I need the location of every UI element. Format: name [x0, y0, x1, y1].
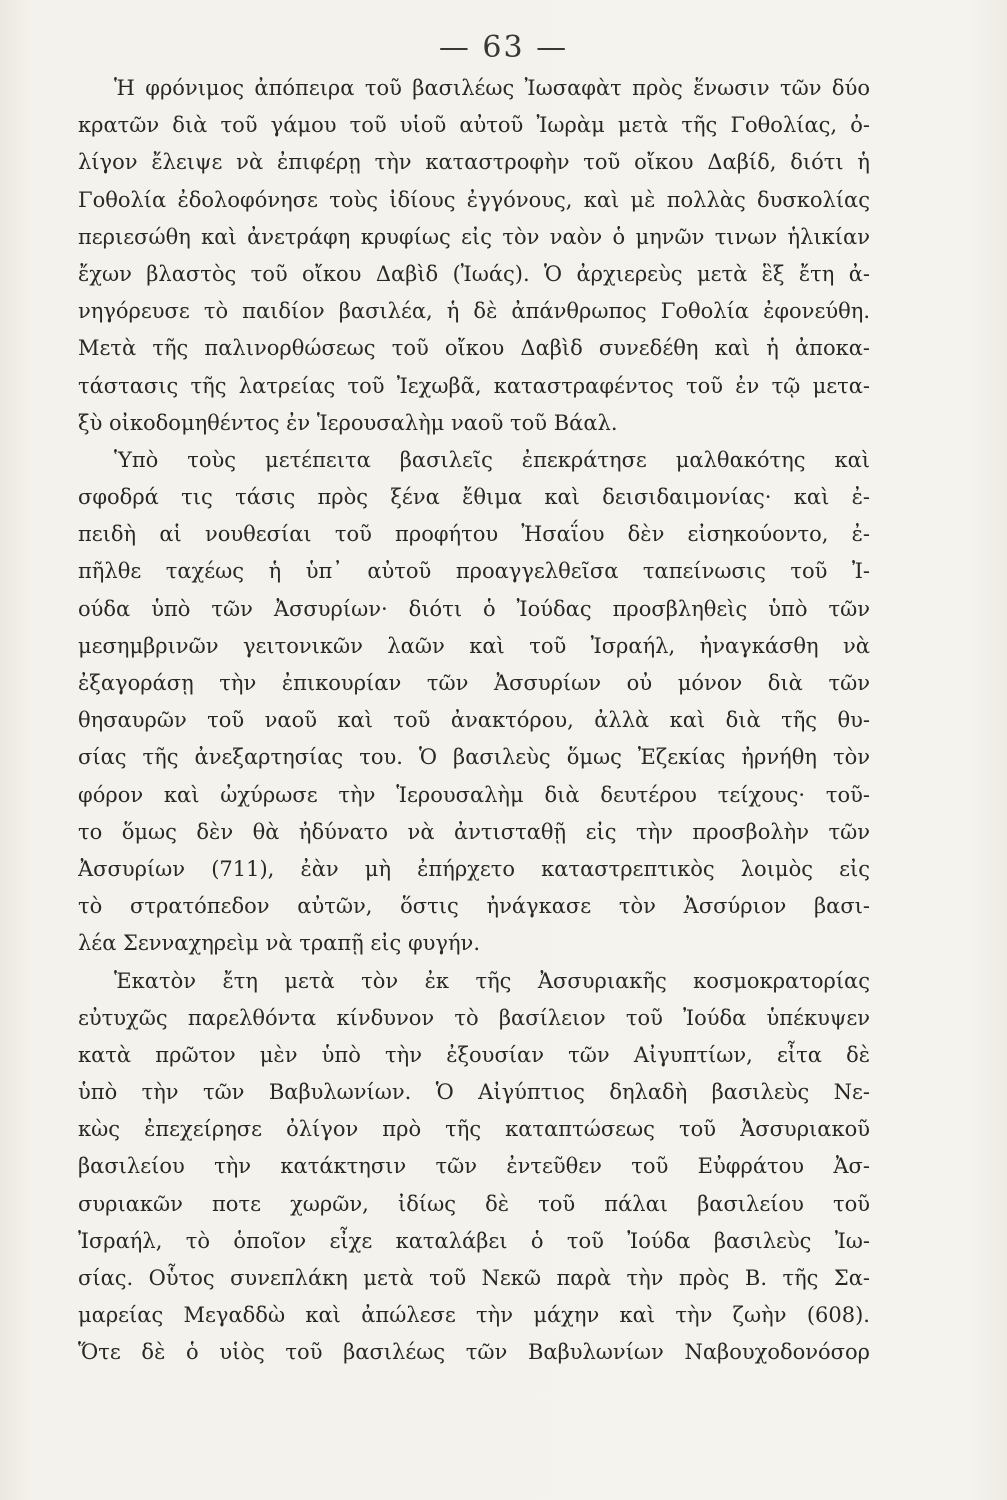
text-line: θησαυρῶν τοῦ ναοῦ καὶ τοῦ ἀνακτόρου, ἀλλὰ καὶ διὰ τῆς θυ-: [78, 708, 870, 733]
text-line: Ἡ φρόνιμος ἀπόπειρα τοῦ βασιλέως Ἰωσαφὰτ πρὸς ἕνωσιν τῶν δύο: [114, 76, 870, 100]
text-line: Ὑπὸ τοὺς μετέπειτα βασιλεῖς ἐπεκράτησε μαλθακότης καὶ: [114, 447, 870, 472]
paragraph: [78, 442, 870, 963]
text-line: τὸ στρατόπεδον αὐτῶν, ὅστις ἠνάγκασε τὸν Ἀσσύριον βασι-: [78, 894, 870, 919]
text-line: Ὅτε δὲ ὁ υἱὸς τοῦ βασιλέως τῶν Βαβυλωνίων Ναβουχοδονόσορ: [78, 1340, 870, 1365]
text-line: Ἰσραήλ, τὸ ὁποῖον εἶχε καταλάβει ὁ τοῦ Ἰούδα βασιλεὺς Ἰω-: [78, 1228, 870, 1253]
text-line: μεσημβρινῶν γειτονικῶν λαῶν καὶ τοῦ Ἰσραήλ, ἠναγκάσθη νὰ: [78, 633, 870, 658]
text-line: μαρείας Μεγαδδὼ καὶ ἀπώλεσε τὴν μάχην καὶ τὴν ζωὴν (608).: [78, 1303, 870, 1328]
text-line: κατὰ πρῶτον μὲν ὑπὸ τὴν ἐξουσίαν τῶν Αἰγυπτίων, εἶτα δὲ: [78, 1042, 870, 1067]
text-line: φόρον καὶ ὠχύρωσε τὴν Ἱερουσαλὴμ διὰ δευτέρου τείχους· τοῦ-: [78, 782, 870, 807]
text-line: πειδὴ αἱ νουθεσίαι τοῦ προφήτου Ἠσαΐου δὲν εἰσηκούοντο, ἐ-: [78, 522, 870, 547]
text-line: νηγόρευσε τὸ παιδίον βασιλέα, ἡ δὲ ἀπάνθρωπος Γοθολία ἐφονεύθη.: [78, 299, 870, 324]
text-line: το ὅμως δὲν θὰ ἠδύνατο νὰ ἀντισταθῇ εἰς τὴν προσβολὴν τῶν: [78, 819, 870, 844]
text-line: κὼς ἐπεχείρησε ὀλίγον πρὸ τῆς καταπτώσεως τοῦ Ἀσσυριακοῦ: [78, 1117, 870, 1142]
text-line: εὐτυχῶς παρελθόντα κίνδυνον τὸ βασίλειον τοῦ Ἰούδα ὑπέκυψεν: [78, 1005, 870, 1030]
paragraph: [78, 70, 870, 442]
body-text: [78, 70, 870, 1372]
text-line: κρατῶν διὰ τοῦ γάμου τοῦ υἱοῦ αὐτοῦ Ἰωρὰμ μετὰ τῆς Γοθολίας, ὀ-: [78, 113, 870, 138]
text-line: σφοδρά τις τάσις πρὸς ξένα ἔθιμα καὶ δεισιδαιμονίας· καὶ ἐ-: [78, 485, 870, 510]
text-line: ὑπὸ τὴν τῶν Βαβυλωνίων. Ὁ Αἰγύπτιος δηλαδὴ βασιλεὺς Νε-: [78, 1080, 870, 1105]
text-line: ἐξαγοράσῃ τὴν ἐπικουρίαν τῶν Ἀσσυρίων οὐ μόνον διὰ τῶν: [78, 671, 870, 695]
text-line: Ἀσσυρίων (711), ἐὰν μὴ ἐπήρχετο καταστρεπτικὸς λοιμὸς εἰς: [78, 856, 870, 881]
text-line: σίας τῆς ἀνεξαρτησίας του. Ὁ βασιλεὺς ὅμως Ἐζεκίας ἠρνήθη τὸν: [78, 745, 870, 770]
text-line: ἔχων βλαστὸς τοῦ οἴκου Δαβὶδ (Ἰωάς). Ὁ ἀρχιερεὺς μετὰ ἓξ ἔτη ἀ-: [78, 261, 870, 286]
text-line: Μετὰ τῆς παλινορθώσεως τοῦ οἴκου Δαβὶδ συνεδέθη καὶ ἡ ἀποκα-: [78, 336, 870, 361]
text-line: Ἑκατὸν ἔτη μετὰ τὸν ἐκ τῆς Ἀσσυριακῆς κοσμοκρατορίας: [114, 968, 870, 993]
page-number: — 63 —: [438, 30, 569, 65]
text-line: λέα Σενναχηρεὶμ νὰ τραπῇ εἰς φυγήν.: [78, 931, 480, 956]
text-line: πῆλθε ταχέως ἡ ὑπ᾽ αὐτοῦ προαγγελθεῖσα ταπείνωσις τοῦ Ἰ-: [78, 559, 870, 584]
text-line: Γοθολία ἐδολοφόνησε τοὺς ἰδίους ἐγγόνους, καὶ μὲ πολλὰς δυσκολίας: [78, 187, 870, 212]
text-line: βασιλείου τὴν κατάκτησιν τῶν ἐντεῦθεν τοῦ Εὐφράτου Ἀσ-: [78, 1154, 870, 1179]
paragraph: [78, 963, 870, 1372]
text-line: ξὺ οἰκοδομηθέντος ἐν Ἱερουσαλὴμ ναοῦ τοῦ Βάαλ.: [78, 410, 618, 435]
text-line: συριακῶν ποτε χωρῶν, ἰδίως δὲ τοῦ πάλαι βασιλείου τοῦ: [78, 1191, 870, 1216]
text-line: ούδα ὑπὸ τῶν Ἀσσυρίων· διότι ὁ Ἰούδας προσβληθεὶς ὑπὸ τῶν: [78, 596, 870, 621]
text-line: λίγον ἔλειψε νὰ ἐπιφέρῃ τὴν καταστροφὴν τοῦ οἴκου Δαβίδ, διότι ἡ: [78, 150, 870, 175]
text-line: σίας. Οὗτος συνεπλάκη μετὰ τοῦ Νεκῶ παρὰ τὴν πρὸς Β. τῆς Σα-: [78, 1266, 870, 1290]
text-line: τάστασις τῆς λατρείας τοῦ Ἰεχωβᾶ, καταστραφέντος τοῦ ἐν τῷ μετα-: [78, 373, 870, 398]
text-line: περιεσώθη καὶ ἀνετράφη κρυφίως εἰς τὸν ναὸν ὁ μηνῶν τινων ἡλικίαν: [78, 224, 870, 249]
